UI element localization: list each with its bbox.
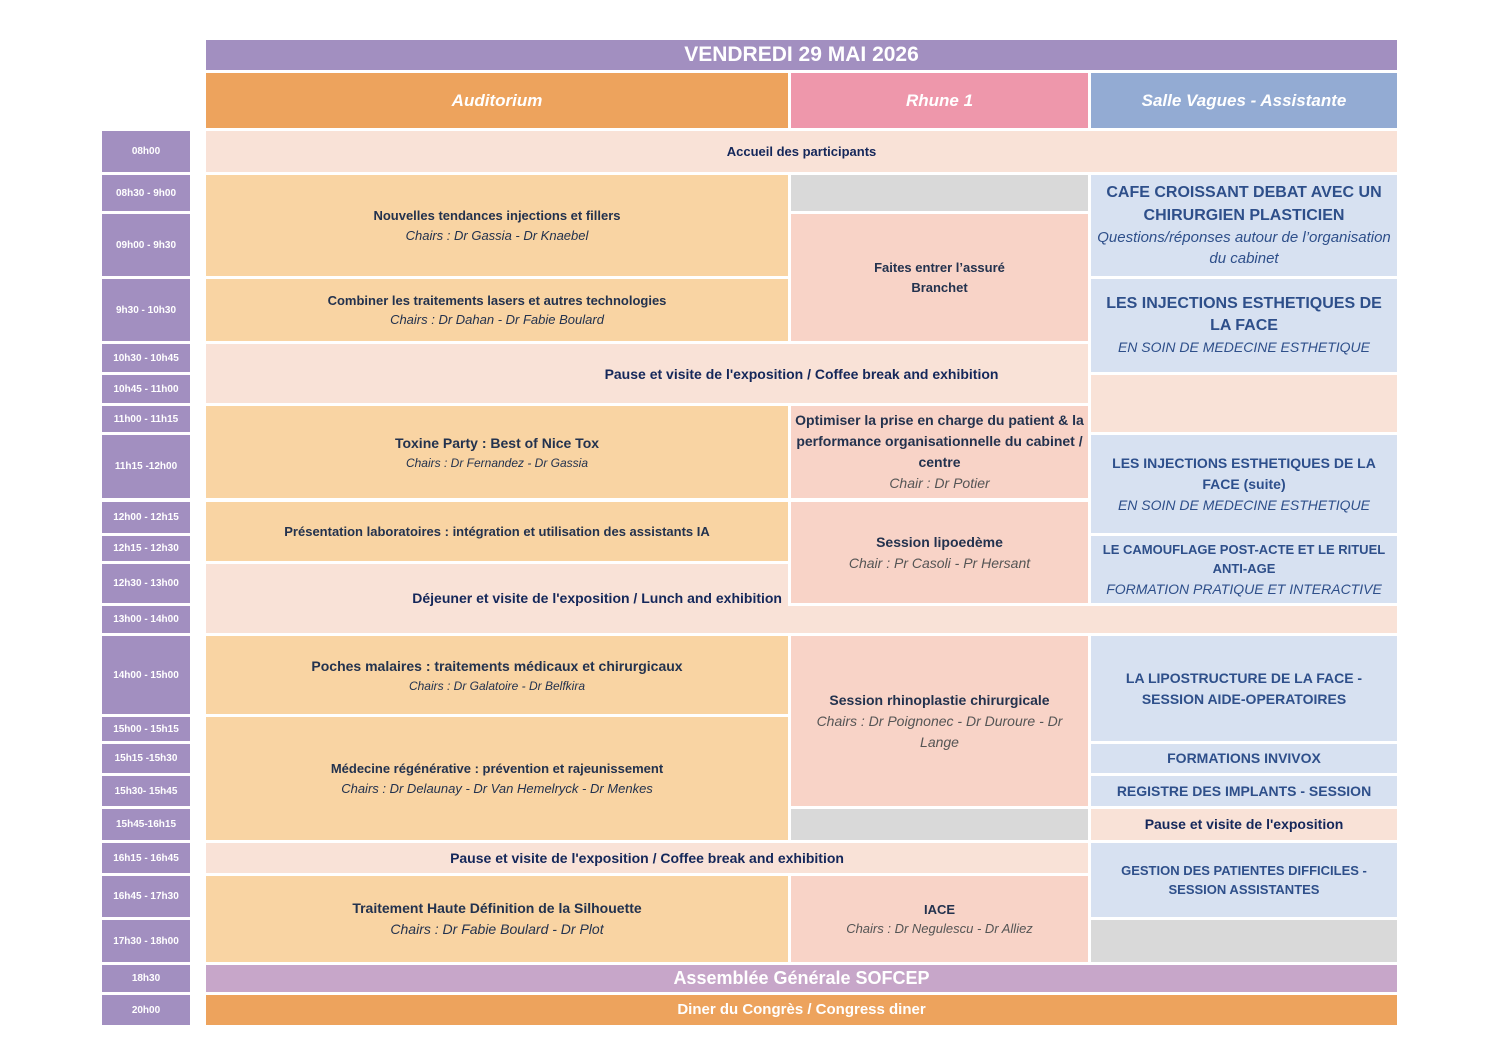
session-title: IACE bbox=[923, 901, 956, 917]
time-slot: 12h15 - 12h30 bbox=[102, 536, 190, 561]
session-title: Traitement Haute Définition de la Silhouette bbox=[352, 900, 642, 916]
session-chairs: Chair : Dr Potier bbox=[889, 475, 990, 491]
session-accueil bbox=[206, 131, 1397, 172]
time-slot: 14h00 - 15h00 bbox=[102, 636, 190, 714]
time-slot: 15h00 - 15h15 bbox=[102, 717, 190, 741]
time-slot: 12h30 - 13h00 bbox=[102, 564, 190, 603]
session-registre bbox=[1091, 776, 1397, 806]
session-optimiser bbox=[791, 406, 1088, 498]
time-slot: 20h00 bbox=[102, 995, 190, 1025]
session-silhouette bbox=[206, 876, 788, 962]
session-diner bbox=[206, 995, 1397, 1025]
session-title: Assemblée Générale SOFCEP bbox=[673, 968, 930, 988]
session-injections-suite bbox=[1091, 435, 1397, 533]
room-label: Salle Vagues - Assistante bbox=[1141, 90, 1347, 110]
session-pause-1 bbox=[206, 362, 1397, 386]
session-title: GESTION DES PATIENTES DIFFICILES - SESSION ASSISTANTES bbox=[1121, 862, 1367, 897]
session-title: Nouvelles tendances injections et fillers bbox=[373, 208, 621, 223]
session-title: Session lipoedème bbox=[876, 533, 1003, 550]
time-slot: 15h30- 15h45 bbox=[102, 776, 190, 806]
session-chairs: Chairs : Dr Gassia - Dr Knaebel bbox=[405, 227, 589, 243]
time-slot: 17h30 - 18h00 bbox=[102, 920, 190, 962]
session-chairs: Chairs : Dr Fabie Boulard - Dr Plot bbox=[390, 921, 604, 937]
room-label: Rhune 1 bbox=[905, 90, 974, 110]
empty-slot bbox=[791, 175, 1088, 211]
session-title: Faites entrer l’assuré bbox=[874, 260, 1005, 275]
session-title: Pause et visite de l'exposition bbox=[1144, 816, 1344, 832]
session-title: LA LIPOSTRUCTURE DE LA FACE - SESSION AIDE-OPERATOIRES bbox=[1125, 669, 1363, 707]
empty-slot bbox=[791, 809, 1088, 840]
session-title: Session rhinoplastie chirurgicale bbox=[829, 691, 1050, 708]
session-title: FORMATIONS INVIVOX bbox=[1167, 750, 1321, 766]
session-presentation bbox=[206, 502, 788, 561]
session-pause-2 bbox=[206, 843, 1088, 873]
session-cafe-croissant bbox=[1091, 175, 1397, 276]
session-title: Pause et visite de l'exposition / Coffee break and exhibition bbox=[450, 849, 844, 866]
session-subtitle: Questions/réponses autour de l’organisation du cabinet bbox=[1097, 228, 1391, 267]
session-assemblee bbox=[206, 965, 1397, 992]
time-slot: 08h30 - 9h00 bbox=[102, 175, 190, 211]
lunch-block bbox=[788, 606, 1397, 633]
session-title: Poches malaires : traitements médicaux et chirurgicaux bbox=[311, 657, 683, 674]
room-header-auditorium bbox=[206, 73, 788, 128]
session-chairs: Chairs : Dr Delaunay - Dr Van Hemelryck - Dr Menkes bbox=[341, 780, 653, 796]
day-title bbox=[206, 40, 1397, 70]
time-slot: 09h00 - 9h30 bbox=[102, 214, 190, 276]
session-invivox bbox=[1091, 744, 1397, 773]
time-slot: 15h45-16h15 bbox=[102, 809, 190, 840]
day-title-text: VENDREDI 29 MAI 2026 bbox=[684, 43, 919, 67]
session-subtitle: FORMATION PRATIQUE ET INTERACTIVE bbox=[1106, 580, 1382, 597]
session-iace bbox=[791, 876, 1088, 962]
session-chairs: Chairs : Dr Fernandez - Dr Gassia bbox=[405, 455, 589, 470]
session-title: CAFE CROISSANT DEBAT AVEC UN CHIRURGIEN PLASTICIEN bbox=[1106, 184, 1382, 224]
session-title: Optimiser la prise en charge du patient & la performance organisationnelle du cabinet / centre bbox=[795, 412, 1084, 470]
session-assure bbox=[791, 214, 1088, 341]
session-injections bbox=[1091, 279, 1397, 372]
session-chairs: Chairs : Dr Dahan - Dr Fabie Boulard bbox=[390, 312, 604, 327]
session-title: Médecine régénérative : prévention et rajeunissement bbox=[330, 761, 664, 776]
session-subtitle: EN SOIN DE MEDECINE ESTHETIQUE bbox=[1117, 496, 1371, 513]
session-title: LES INJECTIONS ESTHETIQUES DE LA FACE (suite) bbox=[1112, 454, 1376, 492]
time-slot: 13h00 - 14h00 bbox=[102, 606, 190, 633]
session-title: Toxine Party : Best of Nice Tox bbox=[394, 434, 600, 451]
time-slot: 16h45 - 17h30 bbox=[102, 876, 190, 917]
session-title: Pause et visite de l'exposition / Coffee break and exhibition bbox=[604, 365, 999, 382]
time-slot: 10h45 - 11h00 bbox=[102, 375, 190, 403]
session-chairs: Chairs : Dr Galatoire - Dr Belfkira bbox=[408, 678, 586, 693]
session-title: Présentation laboratoires : intégration et utilisation des assistants IA bbox=[284, 523, 710, 539]
time-slot: 12h00 - 12h15 bbox=[102, 502, 190, 533]
session-pause-expo bbox=[1091, 809, 1397, 840]
session-lipostructure bbox=[1091, 636, 1397, 741]
session-sponsor: Branchet bbox=[911, 279, 968, 295]
session-title: REGISTRE DES IMPLANTS - SESSION bbox=[1116, 782, 1372, 799]
time-slot: 11h00 - 11h15 bbox=[102, 406, 190, 432]
session-toxine bbox=[206, 406, 788, 498]
session-chairs: Chairs : Dr Negulescu - Dr Alliez bbox=[846, 921, 1033, 936]
session-chairs: Chair : Pr Casoli - Pr Hersant bbox=[848, 554, 1031, 571]
session-lasers bbox=[206, 279, 788, 341]
session-poches bbox=[206, 636, 788, 714]
session-camouflage bbox=[1091, 536, 1397, 603]
session-title: Diner du Congrès / Congress diner bbox=[677, 1000, 926, 1018]
time-slot: 16h15 - 16h45 bbox=[102, 843, 190, 873]
session-difficiles bbox=[1091, 843, 1397, 917]
time-slot: 11h15 -12h00 bbox=[102, 435, 190, 498]
session-lipoedeme bbox=[791, 502, 1088, 603]
session-title: LES INJECTIONS ESTHETIQUES DE LA FACE bbox=[1106, 294, 1382, 334]
room-header-vagues bbox=[1091, 73, 1397, 128]
empty-slot bbox=[1091, 920, 1397, 962]
session-rhinoplastie bbox=[791, 636, 1088, 806]
room-label: Auditorium bbox=[451, 90, 543, 110]
session-title: Combiner les traitements lasers et autres technologies bbox=[327, 292, 667, 308]
session-title: LE CAMOUFLAGE POST-ACTE ET LE RITUEL ANTI-AGE bbox=[1102, 541, 1386, 576]
room-header-rhune bbox=[791, 73, 1088, 128]
time-slot: 08h00 bbox=[102, 131, 190, 172]
session-title: Déjeuner et visite de l'exposition / Lunch and exhibition bbox=[412, 590, 782, 606]
time-slot: 9h30 - 10h30 bbox=[102, 279, 190, 341]
session-chairs: Chairs : Dr Poignonec - Dr Duroure - Dr Lange bbox=[816, 712, 1063, 750]
session-title: Accueil des participants bbox=[726, 143, 877, 159]
lunch-block bbox=[206, 564, 788, 633]
session-regen bbox=[206, 717, 788, 840]
time-slot: 15h15 -15h30 bbox=[102, 744, 190, 773]
time-slot: 18h30 bbox=[102, 965, 190, 992]
session-tendances bbox=[206, 175, 788, 276]
time-slot: 10h30 - 10h45 bbox=[102, 344, 190, 372]
session-subtitle: EN SOIN DE MEDECINE ESTHETIQUE bbox=[1117, 339, 1371, 356]
